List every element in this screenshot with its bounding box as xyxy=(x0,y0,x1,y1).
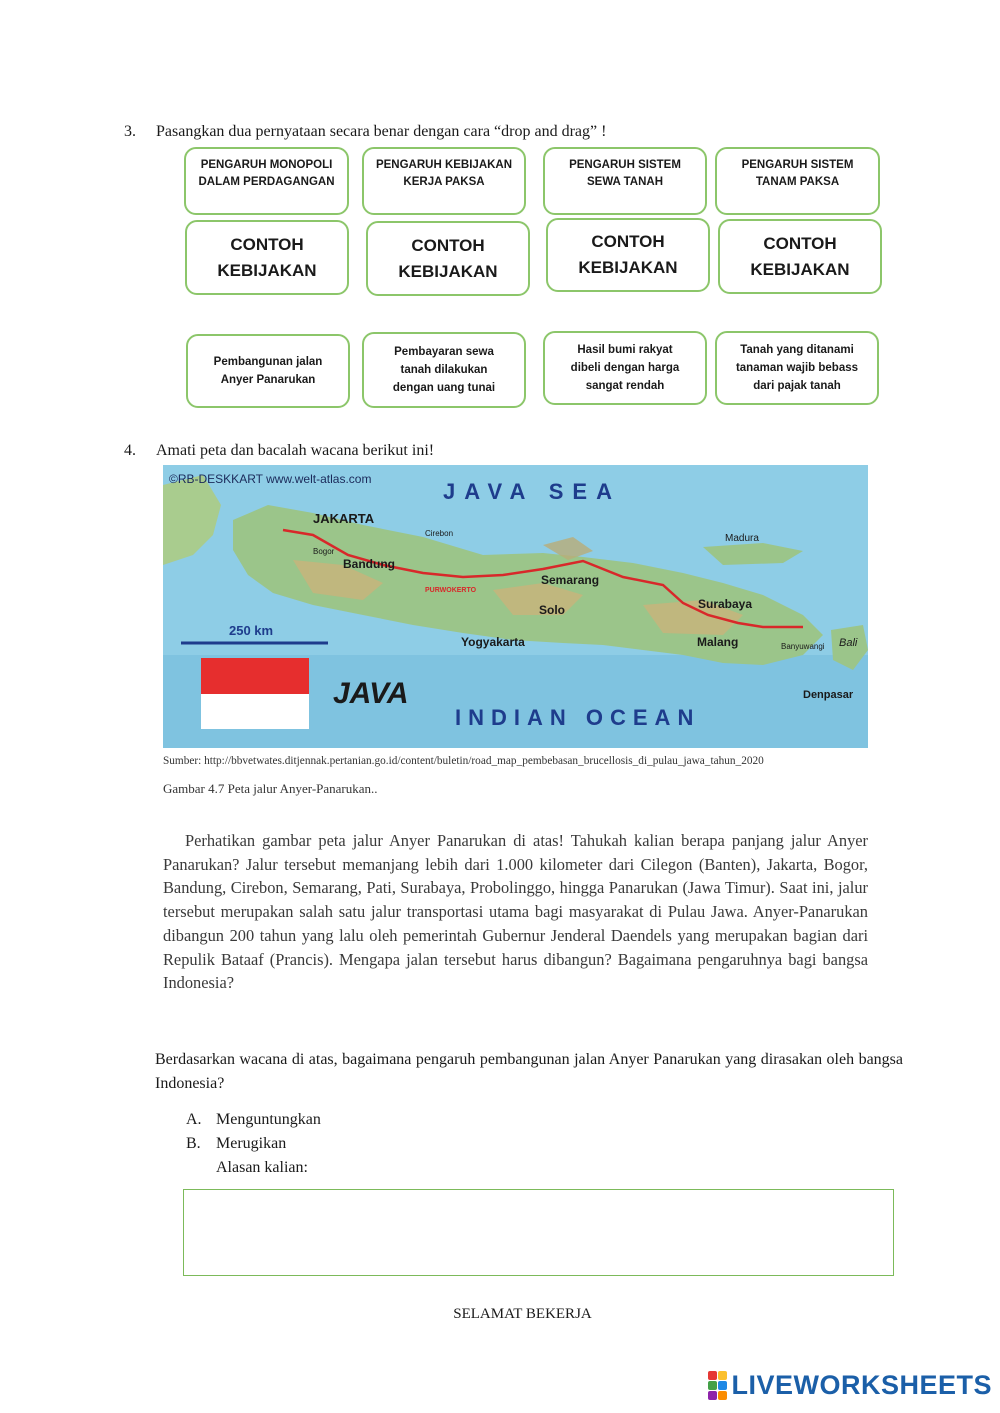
liveworksheets-logo xyxy=(708,1370,992,1401)
city-bali: Bali xyxy=(839,637,858,649)
question-3-text: Pasangkan dua pernyataan secara benar dengan cara “drop and drag” ! xyxy=(156,123,607,140)
closing-text: SELAMAT BEKERJA xyxy=(453,1306,592,1322)
city-malang: Malang xyxy=(697,635,739,649)
drop-zone-3[interactable]: CONTOH KEBIJAKAN xyxy=(546,218,710,292)
option-b-text[interactable]: Merugikan xyxy=(216,1135,287,1152)
city-cirebon: Cirebon xyxy=(425,529,454,538)
option-a-letter: A. xyxy=(186,1111,202,1128)
city-solo: Solo xyxy=(539,603,565,617)
drop-zone-4[interactable]: CONTOH KEBIJAKAN xyxy=(718,219,882,294)
answer-card-4[interactable]: Tanah yang ditanami tanaman wajib bebass dari pajak tanah xyxy=(715,331,879,405)
question-text: Berdasarkan wacana di atas, bagaimana pengaruh pembangunan jalan Anyer Panarukan yang dirasakan oleh bangsa Indonesia? xyxy=(155,1051,903,1092)
logo-grid-icon xyxy=(708,1371,727,1400)
question-3-number: 3. xyxy=(124,123,136,140)
city-purwokerto: PURWOKERTO xyxy=(425,587,477,594)
map-watermark: ©RB-DESKKART www.welt-atlas.com xyxy=(169,472,372,486)
map-sea-north: JAVA SEA xyxy=(443,479,621,504)
header-tanam-paksa: PENGARUH SISTEM TANAM PAKSA xyxy=(715,147,880,215)
drop-zone-2[interactable]: CONTOH KEBIJAKAN xyxy=(366,221,530,296)
map-scale-label: 250 km xyxy=(229,623,274,638)
city-semarang: Semarang xyxy=(541,573,600,587)
answer-card-2[interactable]: Pembayaran sewa tanah dilakukan dengan uang tunai xyxy=(362,332,526,408)
city-yogyakarta: Yogyakarta xyxy=(461,635,525,649)
city-madura: Madura xyxy=(725,533,759,544)
java-map xyxy=(163,465,868,748)
map-island-label: JAVA xyxy=(333,677,409,710)
header-monopoli: PENGARUH MONOPOLI DALAM PERDAGANGAN xyxy=(184,147,349,215)
city-bogor: Bogor xyxy=(313,547,335,556)
city-denpasar: Denpasar xyxy=(803,689,854,701)
answer-card-3[interactable]: Hasil bumi rakyat dibeli dengan harga sangat rendah xyxy=(543,331,707,405)
figure-caption: Gambar 4.7 Peta jalur Anyer-Panarukan.. xyxy=(163,781,378,796)
city-jakarta: JAKARTA xyxy=(313,511,375,526)
city-bandung: Bandung xyxy=(343,557,395,571)
option-b-letter: B. xyxy=(186,1135,201,1152)
map-source: Sumber: http://bbvetwates.ditjennak.pertanian.go.id/content/buletin/road_map_pembebasan_brucellosis_di_pulau_jawa_tahun_2020 xyxy=(163,755,764,767)
map-sea-south: INDIAN OCEAN xyxy=(455,705,701,730)
option-a-text[interactable]: Menguntungkan xyxy=(216,1111,321,1128)
header-kerja-paksa: PENGARUH KEBIJAKAN KERJA PAKSA xyxy=(362,147,526,215)
city-surabaya: Surabaya xyxy=(698,597,753,611)
question-4-number: 4. xyxy=(124,442,136,459)
reading-passage xyxy=(163,829,868,995)
reading-text: Perhatikan gambar peta jalur Anyer Panarukan di atas! Tahukah kalian berapa panjang jalur Anyer Panarukan? Jalur tersebut memanjang lebih dari 1.000 kilometer dari Cilegon (Banten), Jakarta, Bogor, Bandung, Cirebon, Semarang, Pati, Surabaya, Probolinggo, hingga Panarukan (Jawa Timur). Saat ini, jalur tersebut merupakan salah satu jalur transportasi utama bagi masyarakat di Pulau Jawa. Anyer-Panarukan dibangun 200 tahun yang lalu oleh pemerintah Gubernur Jenderal Daendels yang merupakan bagian dari Repulik Bataaf (Prancis). Mengapa jalan tersebut harus dibangun? Bagaimana pengaruhnya bagi bangsa Indonesia? xyxy=(163,831,868,993)
reason-label: Alasan kalian: xyxy=(216,1159,308,1176)
header-sewa-tanah: PENGARUH SISTEM SEWA TANAH xyxy=(543,147,707,215)
answer-card-1[interactable]: Pembangunan jalan Anyer Panarukan xyxy=(186,334,350,408)
reason-input[interactable] xyxy=(183,1189,894,1276)
drop-zone-1[interactable]: CONTOH KEBIJAKAN xyxy=(185,220,349,295)
question-4-text: Amati peta dan bacalah wacana berikut ini! xyxy=(156,442,435,459)
city-banyuwangi: Banyuwangi xyxy=(781,642,825,651)
logo-text: LIVEWORKSHEETS xyxy=(731,1370,992,1400)
